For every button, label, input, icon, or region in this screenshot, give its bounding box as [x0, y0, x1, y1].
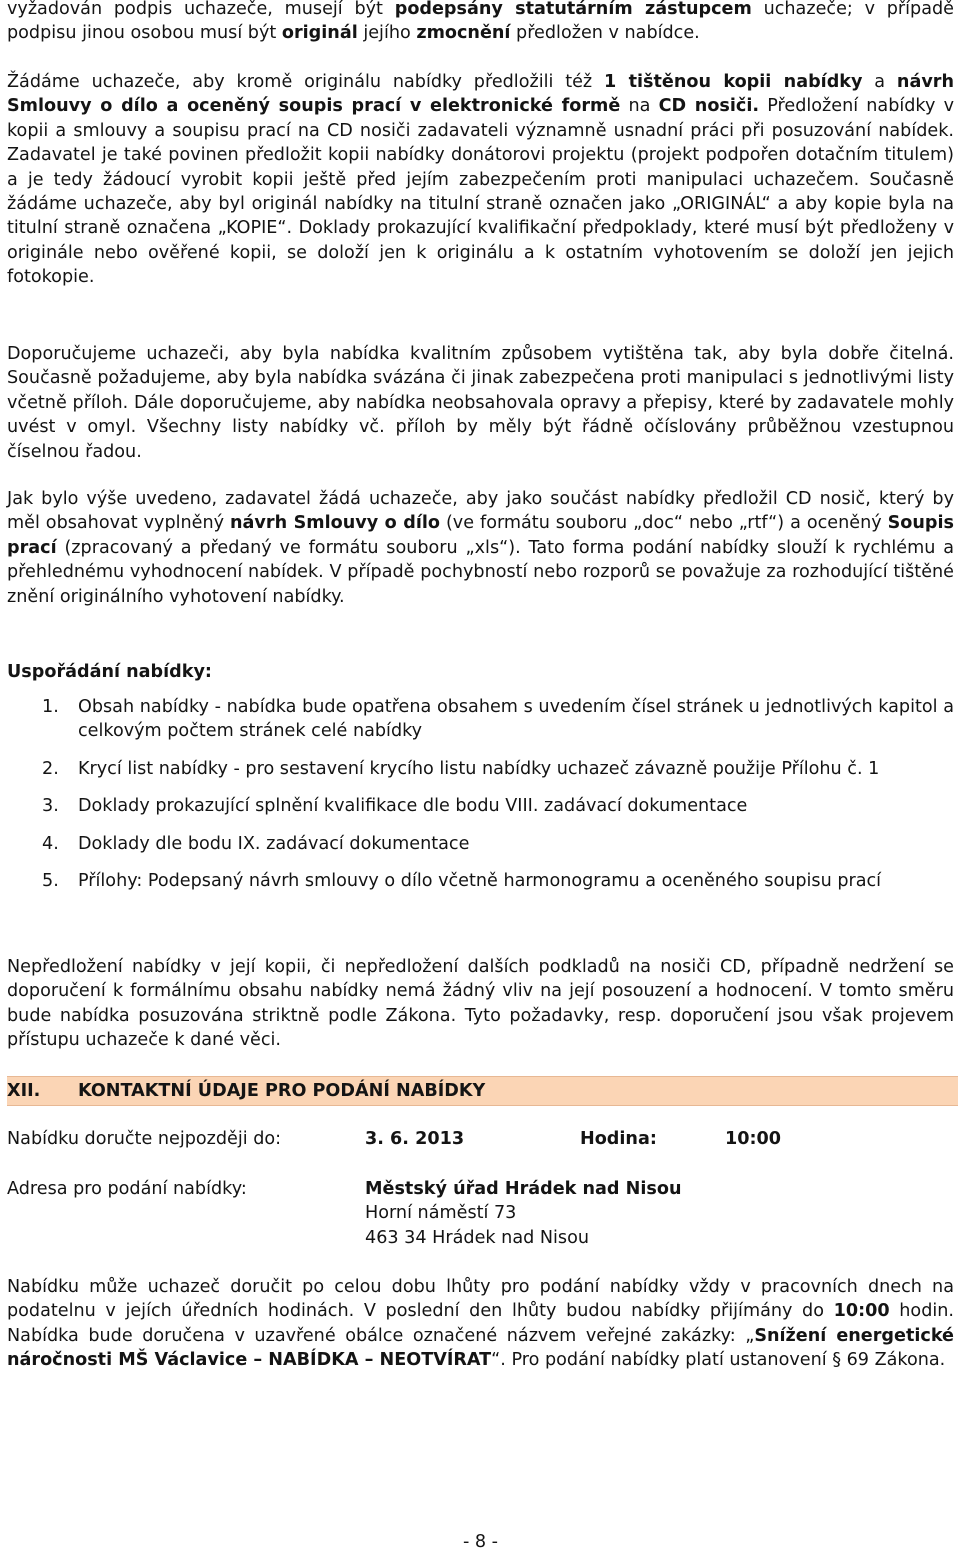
bold-text-run: 1 tištěnou kopii nabídky: [603, 72, 863, 92]
text-run: Jak bylo výše uvedeno, zadavatel žádá uchazeče, aby jako součást nabídky předložil CD nosič, který by měl obsahovat vyplněný: [7, 489, 954, 534]
address-street: Horní náměstí 73: [365, 1203, 517, 1224]
list-item: [7, 695, 954, 744]
text-run: hodin. Nabídka bude doručena v uzavřené obálce označené názvem veřejné zakázky: „: [7, 1301, 954, 1346]
text-run: (ve formátu souboru „doc“ nebo „rtf“) a oceněný: [439, 513, 888, 534]
bold-text-run: návrh Smlouvy o dílo a oceněný soupis prací v elektronické formě: [7, 72, 954, 117]
bold-text-run: Soupis prací: [7, 513, 955, 558]
list-item-number: 3.: [42, 796, 59, 817]
page-number: - 8 -: [462, 1532, 499, 1552]
bold-text-run: originál: [281, 23, 358, 44]
bold-text-run: Snížení energetické náročnosti MŠ Václavice – NABÍDKA – NEOTVÍRAT: [7, 1325, 954, 1371]
arrangement-heading: Uspořádání nabídky:: [7, 662, 212, 682]
paragraph-delivery-instructions: [7, 1275, 954, 1373]
list-item-number: 1.: [42, 697, 59, 717]
bold-text-run: 10:00: [833, 1301, 890, 1322]
list-item-text: Krycí list nabídky - pro sestavení krycího listu nabídky uchazeč závazně použije Přílohu č. 1: [78, 758, 880, 779]
hour-value: 10:00: [725, 1129, 782, 1149]
list-item-number: 4.: [42, 833, 59, 854]
list-item-number: 5.: [42, 871, 59, 892]
text-run: uchazeče; v případě podpisu jinou osobou musí být: [7, 0, 954, 44]
list-item: [7, 869, 954, 893]
list-item-number: 2.: [42, 758, 59, 779]
text-run: Doporučujeme uchazeči, aby byla nabídka kvalitním způsobem vytištěna tak, aby byla dobře čitelná. Současně požadujeme, aby byla nabídka svázána či jinak zabezpečena proti manipulaci s jednotlivými listy včetně příloh. Dále doporučujeme, aby nabídka neobsahovala opravy a přepisy, které by zadavatele mohly uvést v omyl. Všechny listy nabídky vč. příloh by měly být řádně očíslovány průběžnou vzestupnou číselnou řadou.: [7, 344, 954, 462]
paragraph-cd-contents: [7, 487, 954, 609]
paragraph-signature-requirements: [7, 0, 954, 46]
address-city: 463 34 Hrádek nad Nisou: [365, 1227, 589, 1248]
paragraph-print-recommendations: [7, 342, 954, 464]
paragraph-copy-requirements: [7, 70, 954, 290]
address-label: Adresa pro podání nabídky:: [7, 1179, 247, 1199]
list-item-text: Doklady prokazující splnění kvalifikace dle bodu VIII. zadávací dokumentace: [78, 796, 748, 817]
address-office: Městský úřad Hrádek nad Nisou: [365, 1179, 682, 1199]
section-title: KONTAKTNÍ ÚDAJE PRO PODÁNÍ NABÍDKY: [78, 1081, 486, 1101]
bold-text-run: návrh Smlouvy o dílo: [230, 513, 440, 534]
text-run: předložen v nabídce.: [510, 23, 700, 44]
paragraph-non-submission-note: [7, 955, 954, 1053]
text-run: na: [620, 96, 659, 117]
text-run: a: [862, 72, 897, 92]
deadline-label: Nabídku doručte nejpozději do:: [7, 1129, 282, 1149]
list-item: [7, 832, 954, 856]
hour-label: Hodina:: [580, 1129, 657, 1149]
text-run: jejího: [357, 23, 417, 44]
arrangement-list: [7, 695, 954, 906]
section-number: XII.: [7, 1081, 41, 1101]
text-run: Nepředložení nabídky v její kopii, či nepředložení dalších podkladů na nosiči CD, případně nedržení se doporučení k formálnímu obsahu nabídky nemá žádný vliv na její posouzení a hodnocení. V tomto směru bude nabídka posuzována striktně podle Zákona. Tyto požadavky, resp. doporučení jsou však projevem přístupu uchazeče k dané věci.: [7, 957, 954, 1051]
text-run: Nabídku může uchazeč doručit po celou dobu lhůty pro podání nabídky vždy v pracovních dnech na podatelnu v jejích úředních hodinách. V poslední den lhůty budou nabídky přijímány do: [7, 1277, 954, 1322]
bold-text-run: zmocnění: [416, 23, 511, 44]
text-run: “. Pro podání nabídky platí ustanovení § 69 Zákona.: [491, 1350, 946, 1371]
list-item: [7, 794, 954, 818]
address-block: [365, 1177, 681, 1250]
bold-text-run: podepsány statutárním zástupcem: [394, 0, 752, 19]
text-run: Žádáme uchazeče, aby kromě originálu nabídky předložili též: [7, 72, 604, 92]
list-item-text: Přílohy: Podepsaný návrh smlouvy o dílo včetně harmonogramu a oceněného soupisu prací: [78, 871, 882, 892]
text-run: Předložení nabídky v kopii a smlouvy a soupisu prací na CD nosiči zadavateli významně usnadní práci při posuzování nabídek. Zadavatel je také povinen předložit kopii nabídky donátorovi projektu (projekt podpořen dotačním titulem) a je tedy žádoucí vyrobit kopii ještě před jejím zabezpečením proti manipulaci uchazečem. Současně žádáme uchazeče, aby byl originál nabídky na titulní straně označen jako „ORIGINÁL“ a aby kopie byla na titulní straně označena „KOPIE“. Doklady prokazující kvalifikační předpoklady, které musí být předloženy v originále nebo ověřené kopii, se doloží jen k originálu a k ostatním vyhotovením se doloží jen jejich fotokopie.: [7, 96, 954, 288]
list-item: [7, 757, 954, 781]
bold-text-run: CD nosiči.: [658, 96, 760, 117]
text-run: vyžadován podpis uchazeče, musejí být: [7, 0, 395, 19]
deadline-date: 3. 6. 2013: [365, 1129, 465, 1149]
section-heading-band: [7, 1076, 958, 1106]
list-item-text: Obsah nabídky - nabídka bude opatřena obsahem s uvedením čísel stránek u jednotlivých kapitol a celkovým počtem stránek celé nabídky: [78, 697, 954, 742]
list-item-text: Doklady dle bodu IX. zadávací dokumentace: [78, 833, 470, 854]
text-run: (zpracovaný a předaný ve formátu souboru „xls“). Tato forma podání nabídky slouží k rychlému a přehlednému vyhodnocení nabídek. V případě pochybností nebo rozporů se považuje za rozhodující tištěné znění originálního vyhotovení nabídky.: [7, 537, 954, 607]
